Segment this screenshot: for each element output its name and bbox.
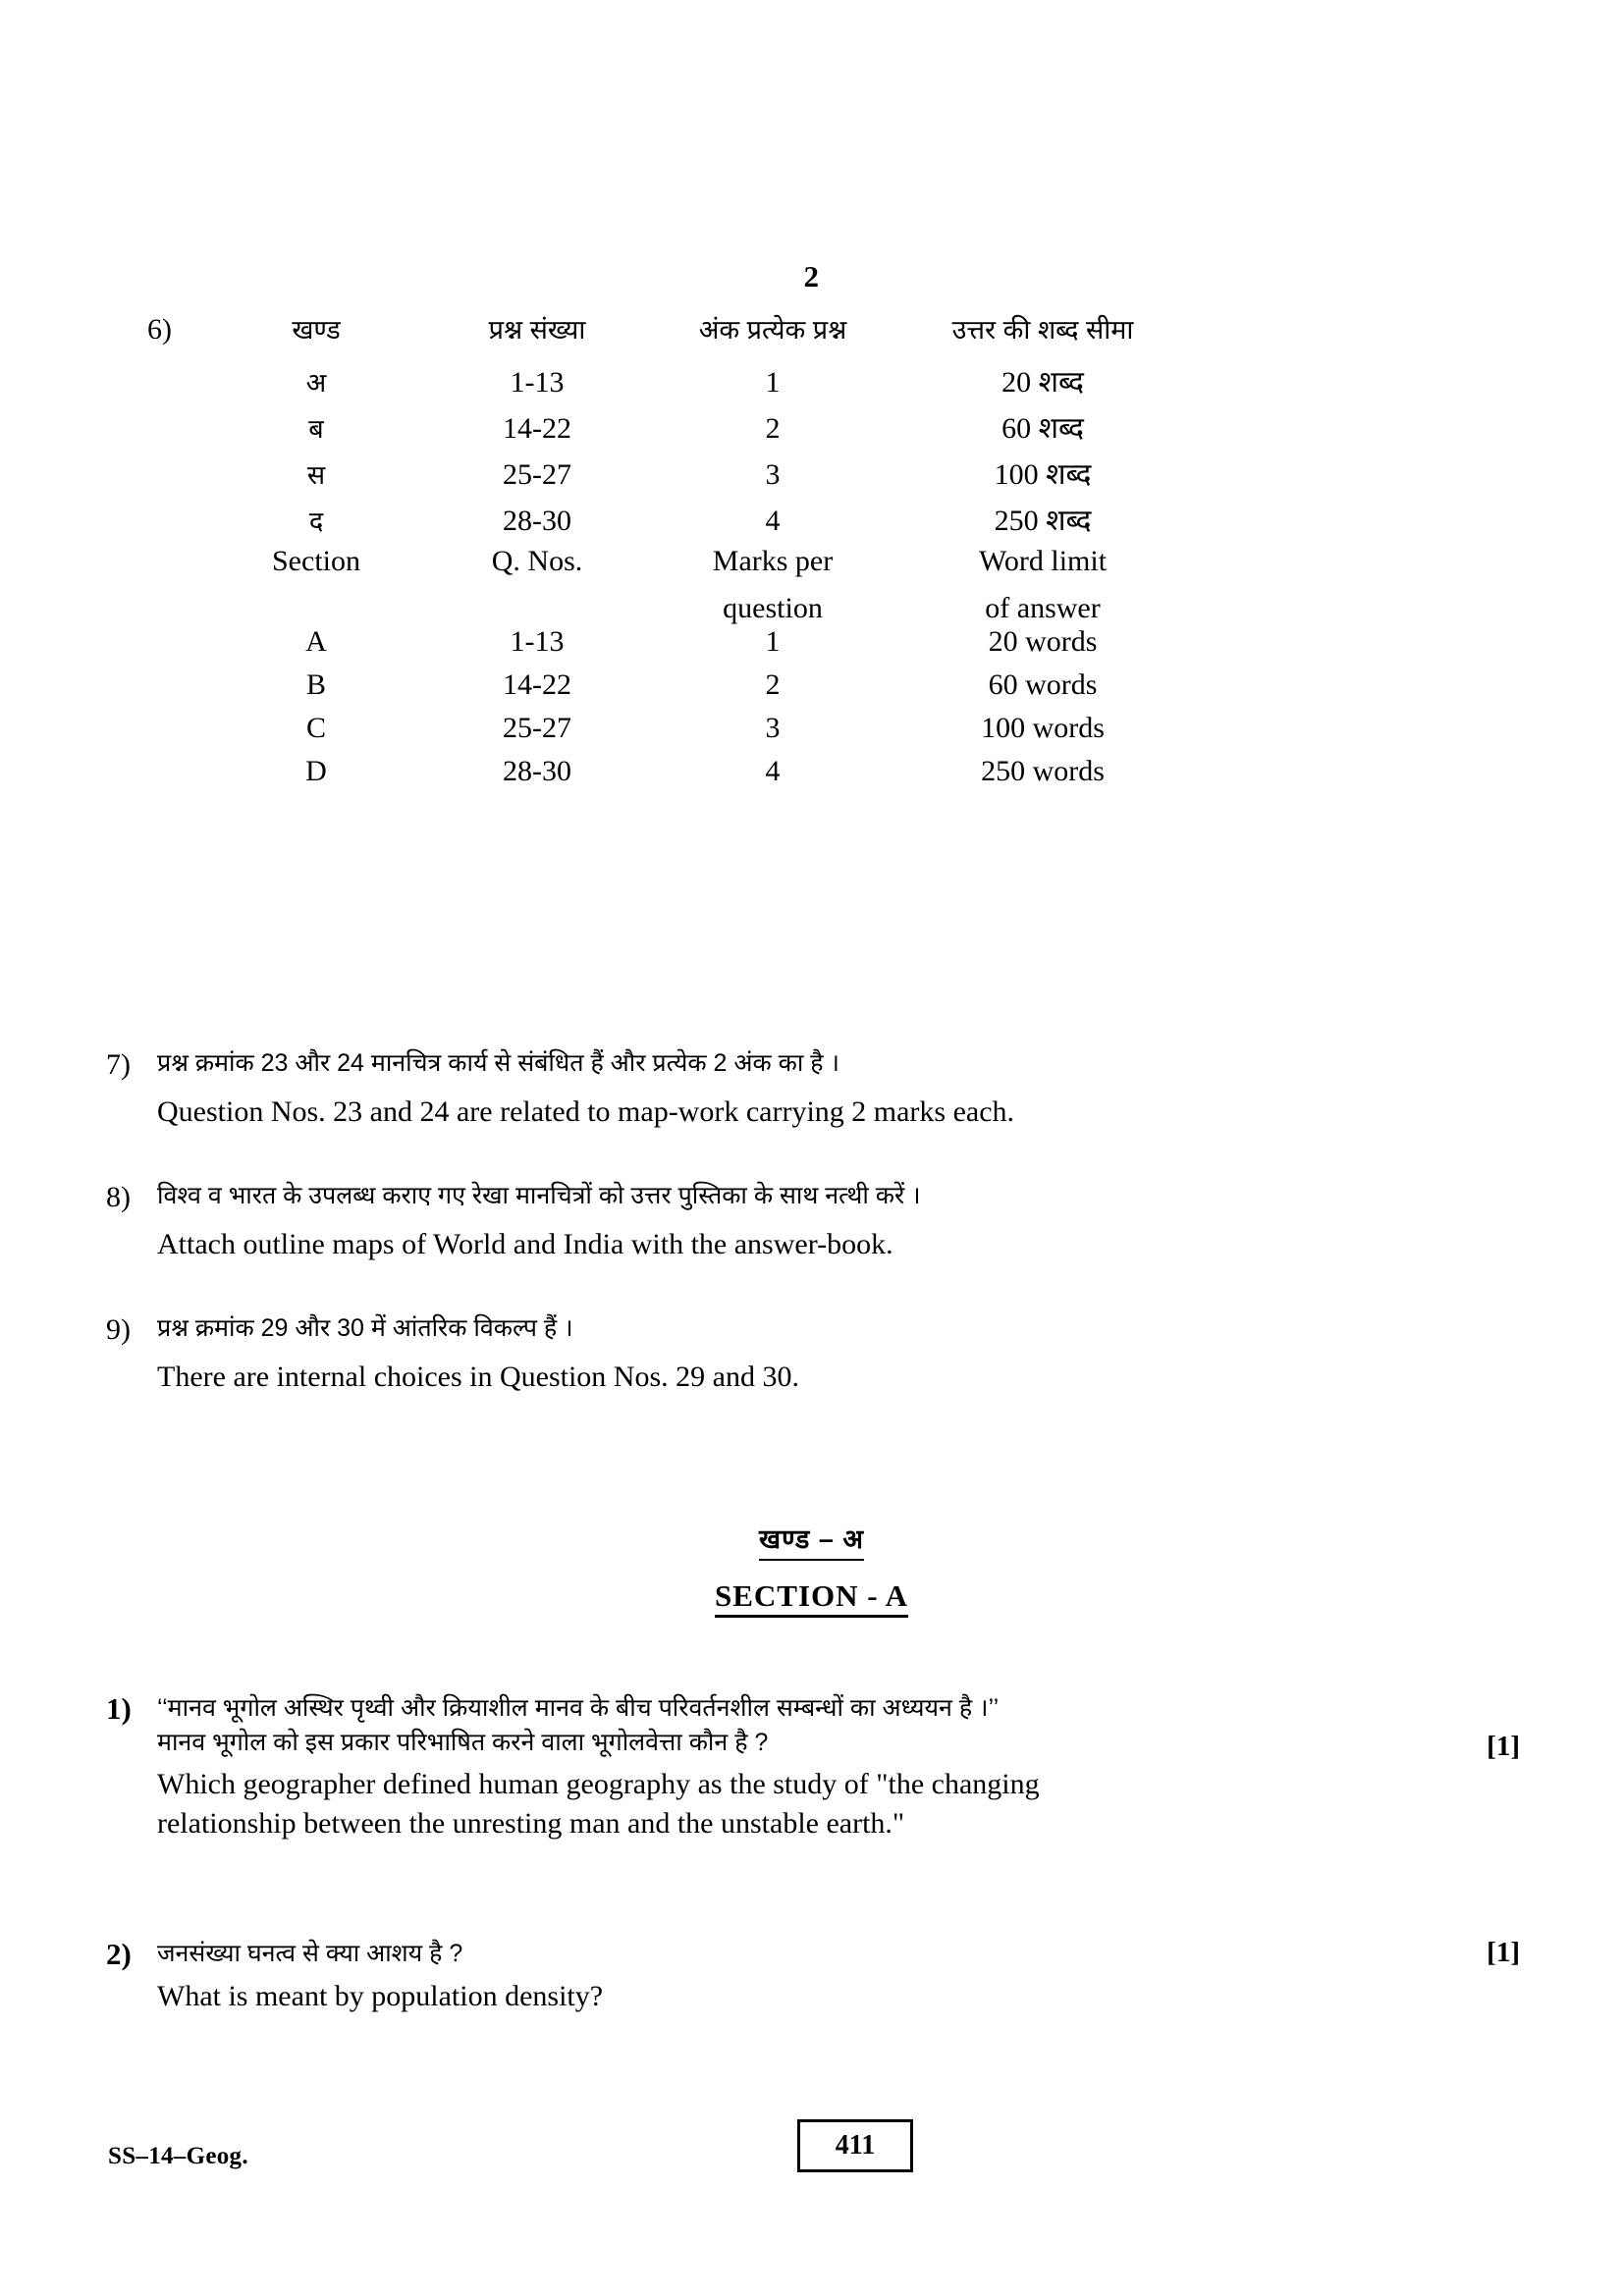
table-row: [147, 406, 1306, 453]
section-heading-english-wrap: [0, 1578, 1623, 1618]
cell-section: B: [305, 668, 326, 701]
header-qnos-english: Q. Nos.: [491, 545, 583, 577]
question-body: [157, 1937, 1520, 2016]
cell-marks: 1: [765, 366, 781, 399]
cell-qnos: 1-13: [510, 366, 565, 399]
question-item-2: [106, 1937, 1520, 2016]
instruction-marker: 8): [106, 1181, 131, 1213]
header-marks-english: Marks per: [712, 545, 834, 577]
cell-section: A: [305, 625, 327, 658]
instruction-item-9: [106, 1313, 1510, 1396]
section-heading-english: SECTION - A: [715, 1578, 908, 1618]
cell-marks: 3: [765, 712, 781, 744]
cell-wordlimit: 250 शब्द: [994, 505, 1092, 537]
table-row: [147, 668, 1306, 712]
header-section-hindi: खण्ड: [292, 315, 341, 345]
cell-section: ब: [308, 414, 324, 444]
cell-wordlimit: 250 words: [981, 755, 1105, 787]
cell-wordlimit: 100 शब्द: [994, 458, 1092, 491]
table-header-row-hindi: [147, 310, 1306, 347]
cell-qnos: 25-27: [503, 712, 571, 744]
question-number: 2): [106, 1937, 132, 1971]
cell-wordlimit: 20 words: [988, 625, 1098, 658]
question-marks: [1]: [1487, 1937, 1520, 1968]
table-header-row-english-line2: [147, 592, 1306, 625]
table-row: [147, 755, 1306, 798]
table-row: [147, 625, 1306, 668]
instruction-body: [157, 1048, 1510, 1131]
cell-marks: 2: [765, 412, 781, 445]
instruction-text-english: There are internal choices in Question Nos. 29 and 30.: [157, 1361, 799, 1394]
header-marks-hindi: अंक प्रत्येक प्रश्न: [698, 315, 847, 345]
cell-wordlimit: 60 शब्द: [1001, 412, 1084, 445]
instruction-item-8: [106, 1181, 1510, 1263]
table-row: [147, 360, 1306, 406]
instruction-text-english: Attach outline maps of World and India with the answer-book.: [157, 1228, 893, 1261]
question-text-hindi-line1: ‘‘मानव भूगोल अस्थिर पृथ्वी और क्रियाशील मानव के बीच परिवर्तनशील सम्बन्धों का अध्ययन है ।’’: [157, 1694, 1000, 1722]
cell-marks: 4: [765, 755, 781, 787]
section-heading-hindi: खण्ड – अ: [759, 1520, 864, 1561]
cell-marks: 2: [765, 668, 781, 701]
instruction-text-hindi: प्रश्न क्रमांक 23 और 24 मानचित्र कार्य से संबंधित हैं और प्रत्येक 2 अंक का है ।: [157, 1049, 839, 1077]
cell-qnos: 14-22: [503, 412, 571, 445]
table-header-row-english: [147, 545, 1306, 588]
instruction-text-english: Question Nos. 23 and 24 are related to map-work carrying 2 marks each.: [157, 1095, 1015, 1129]
question-text-english-line1: Which geographer defined human geography as the study of "the changing: [157, 1768, 1040, 1800]
instruction-marker: 9): [106, 1313, 131, 1346]
question-text-hindi-line2: मानव भूगोल को इस प्रकार परिभाषित करने वाला भूगोलवेत्ता कौन है ?: [157, 1728, 769, 1756]
header-qnos-hindi: प्रश्न संख्या: [488, 315, 586, 345]
cell-qnos: 25-27: [503, 458, 571, 491]
cell-marks: 1: [765, 625, 781, 658]
instruction-body: [157, 1181, 1510, 1263]
page-number: 2: [803, 259, 820, 294]
question-text-english-line1: What is meant by population density?: [157, 1979, 604, 2012]
instruction-table: [147, 310, 1384, 798]
question-marks: [1]: [1487, 1731, 1520, 1762]
header-wordlimit-english: Word limit: [978, 545, 1108, 577]
question-item-1: [106, 1691, 1520, 1843]
cell-section: अ: [305, 368, 327, 398]
section-heading-hindi-wrap: [0, 1520, 1623, 1561]
instruction-body: [157, 1313, 1510, 1396]
cell-qnos: 28-30: [503, 755, 571, 787]
header-marks-english-line2: question: [723, 592, 823, 624]
cell-section: D: [305, 755, 327, 787]
header-wordlimit-english-line2: of answer: [985, 592, 1101, 624]
cell-wordlimit: 100 words: [981, 712, 1105, 744]
cell-section: स: [306, 460, 326, 490]
instruction-marker: 7): [106, 1048, 131, 1081]
footer-page-box: [797, 2119, 913, 2172]
cell-wordlimit: 20 शब्द: [1001, 366, 1084, 399]
instruction-text-hindi: प्रश्न क्रमांक 29 और 30 में आंतरिक विकल्प हैं ।: [157, 1314, 573, 1342]
question-text-english-line2: relationship between the unresting man and the unstable earth.": [157, 1807, 905, 1841]
cell-section: C: [305, 712, 326, 744]
instruction-item-7: [106, 1048, 1510, 1131]
cell-section: द: [308, 507, 324, 536]
question-number: 1): [106, 1691, 132, 1726]
instruction-marker-6: 6): [147, 313, 172, 346]
header-wordlimit-hindi: उत्तर की शब्द सीमा: [951, 315, 1134, 345]
question-body: [157, 1691, 1520, 1843]
table-row: [147, 453, 1306, 499]
cell-marks: 4: [765, 505, 781, 537]
cell-qnos: 14-22: [503, 668, 571, 701]
cell-wordlimit: 60 words: [988, 668, 1098, 701]
footer-page-number: 411: [835, 2130, 876, 2161]
cell-qnos: 1-13: [510, 625, 565, 658]
table-row: [147, 499, 1306, 545]
instruction-text-hindi: विश्व व भारत के उपलब्ध कराए गए रेखा मानचित्रों को उत्तर पुस्तिका के साथ नत्थी करें ।: [157, 1182, 921, 1209]
cell-marks: 3: [765, 458, 781, 491]
question-text-hindi-line1: जनसंख्या घनत्व से क्या आशय है ?: [157, 1940, 463, 1967]
table-row: [147, 712, 1306, 755]
cell-qnos: 28-30: [503, 505, 571, 537]
footer-paper-code: SS–14–Geog.: [108, 2143, 248, 2169]
header-section-english: Section: [272, 545, 360, 577]
